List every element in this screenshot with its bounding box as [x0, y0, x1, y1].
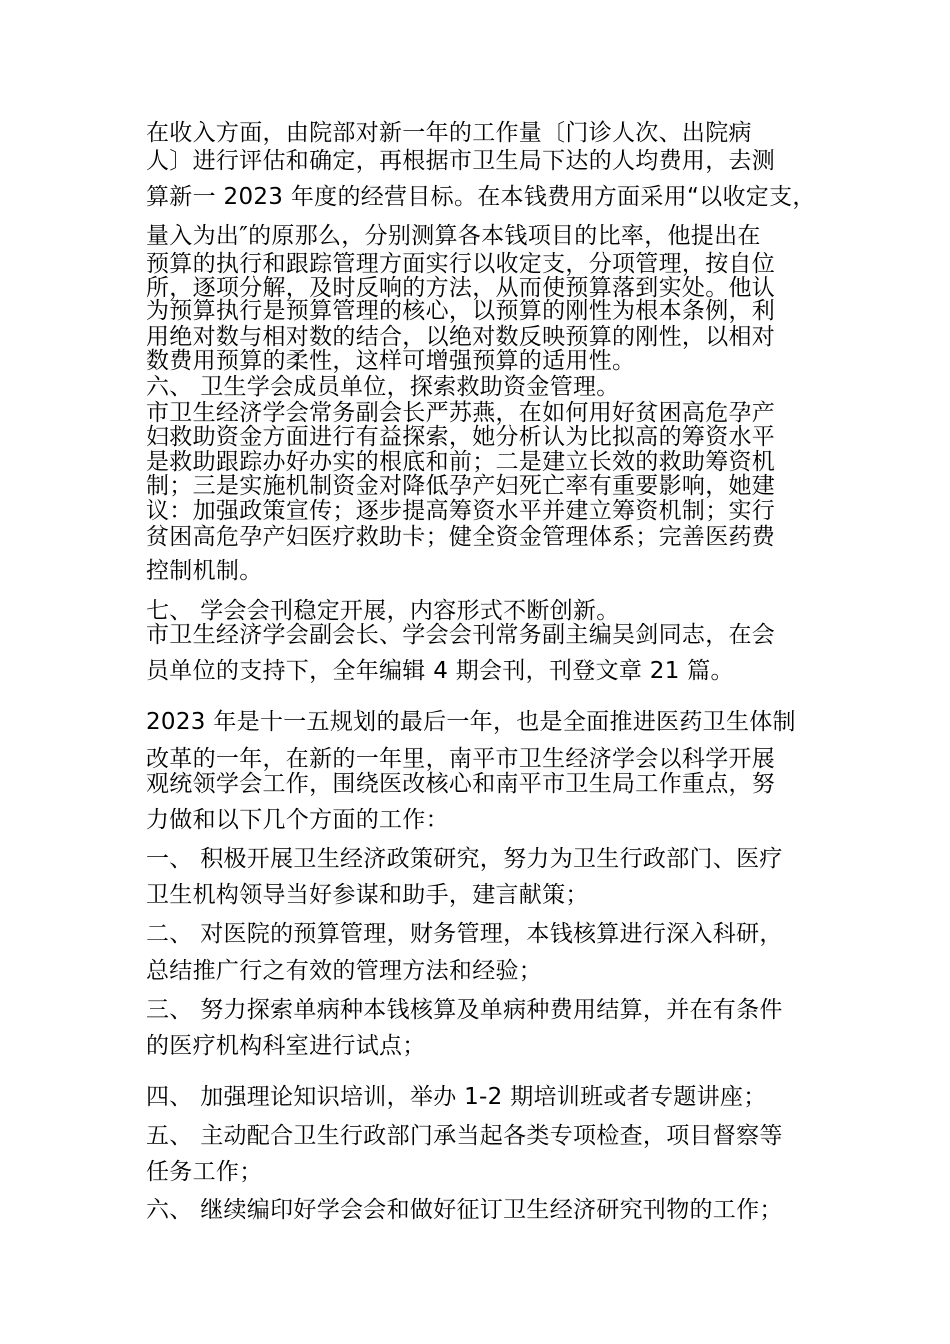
text-line: 员单位的支持下，全年编辑 4 期会刊，刊登文章 21 篇。: [146, 658, 734, 684]
text-line: 控制机制。: [146, 558, 263, 584]
text-line: 议：加强政策宣传；逐步提高筹资水平并建立筹资机制；实行: [146, 498, 776, 524]
text-line: 人〕进行评估和确定，再根据市卫生局下达的人均费用，去测: [146, 148, 776, 174]
list-item: 六、 继续编印好学会会和做好征订卫生经济研究刊物的工作；: [146, 1197, 783, 1223]
text-line: 观统领学会工作，围绕医改核心和南平市卫生局工作重点，努: [146, 771, 776, 797]
text-line: 用绝对数与相对数的结合，以绝对数反映预算的刚性，以相对: [146, 324, 776, 350]
section-heading: 七、 学会会刊稳定开展，内容形式不断创新。: [146, 598, 620, 624]
text-line: 力做和以下几个方面的工作：: [146, 807, 449, 833]
text-line: 是救助跟踪办好办实的根底和前；二是建立长效的救助筹资机: [146, 449, 776, 475]
text-line: 改革的一年，在新的一年里，南平市卫生经济学会以科学开展: [146, 746, 776, 772]
text-line: 任务工作；: [146, 1159, 263, 1185]
text-line: 数费用预算的柔性，这样可增强预算的适用性。: [146, 348, 636, 374]
text-line: 贫困高危孕产妇医疗救助卡；健全资金管理体系；完善医药费: [146, 524, 776, 550]
text-line: 市卫生经济学会常务副会长严苏燕，在如何用好贫困高危孕产: [146, 400, 776, 426]
text-line: 卫生机构领导当好参谋和助手，建言献策；: [146, 882, 589, 908]
text-line: 所，逐项分解，及时反响的方法，从而使预算落到实处。他认: [146, 275, 776, 301]
text-line: 2023 年是十一五规划的最后一年，也是全面推进医药卫生体制: [146, 709, 796, 735]
list-item: 五、 主动配合卫生行政部门承当起各类专项检查，项目督察等: [146, 1123, 783, 1149]
list-item: 四、 加强理论知识培训，举办 1-2 期培训班或者专题讲座；: [146, 1084, 767, 1110]
text-line: 算新一 2023 年度的经营目标。在本钱费用方面采用“以收定支，: [146, 184, 816, 210]
text-line: 的医疗机构科室进行试点；: [146, 1033, 426, 1059]
text-line: 市卫生经济学会副会长、学会会刊常务副主编吴剑同志，在会: [146, 622, 776, 648]
list-item: 一、 积极开展卫生经济政策研究，努力为卫生行政部门、医疗: [146, 846, 783, 872]
text-line: 预算的执行和跟踪管理方面实行以收定支，分项管理，按自位: [146, 251, 776, 277]
list-item: 三、 努力探索单病种本钱核算及单病种费用结算，并在有条件: [146, 997, 783, 1023]
text-line: 妇救助资金方面进行有益探索，她分析认为比拟高的筹资水平: [146, 424, 776, 450]
text-line: 制；三是实施机制资金对降低孕产妇死亡率有重要影响，她建: [146, 473, 776, 499]
text-line: 量入为出″的原那么，分别测算各本钱项目的比率，他提出在: [146, 223, 761, 249]
text-line: 总结推广行之有效的管理方法和经验；: [146, 958, 543, 984]
list-item: 二、 对医院的预算管理，财务管理，本钱核算进行深入科研，: [146, 921, 783, 947]
text-line: 在收入方面，由院部对新一年的工作量〔门诊人次、出院病: [146, 120, 752, 146]
section-heading: 六、 卫生学会成员单位，探索救助资金管理。: [146, 374, 620, 400]
text-line: 为预算执行是预算管理的核心，以预算的刚性为根本条例，利: [146, 298, 776, 324]
